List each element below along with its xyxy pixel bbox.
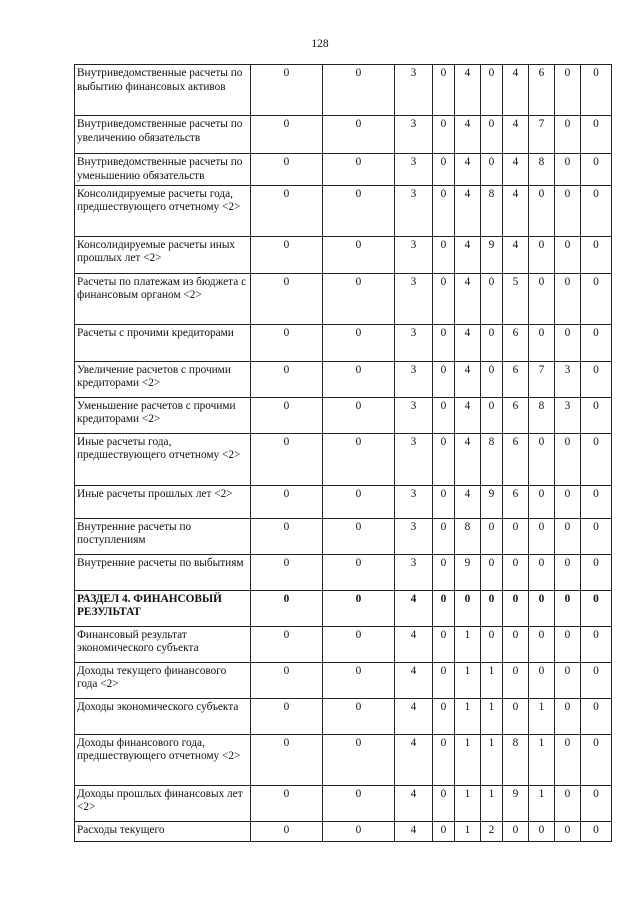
code-digit-cell: 0 [555, 821, 581, 841]
code-digit-cell: 1 [455, 626, 481, 662]
code-digit-cell: 1 [481, 662, 503, 698]
code-digit-cell: 4 [395, 821, 433, 841]
code-digit-cell: 0 [433, 236, 455, 273]
code-digit-cell: 4 [395, 662, 433, 698]
code-digit-cell: 7 [529, 361, 555, 397]
code-digit-cell: 7 [529, 116, 555, 154]
code-digit-cell: 0 [323, 154, 395, 186]
code-digit-cell: 0 [323, 273, 395, 324]
code-digit-cell: 0 [323, 397, 395, 433]
code-digit-cell: 8 [529, 154, 555, 186]
code-digit-cell: 6 [503, 397, 529, 433]
code-digit-cell: 0 [555, 154, 581, 186]
code-digit-cell: 0 [581, 273, 612, 324]
code-digit-cell: 0 [251, 397, 323, 433]
code-digit-cell: 0 [433, 433, 455, 485]
row-label: Внутренние расчеты по поступлениям [75, 518, 251, 554]
code-digit-cell: 0 [251, 273, 323, 324]
code-digit-cell: 4 [503, 236, 529, 273]
code-digit-cell: 0 [555, 698, 581, 734]
code-digit-cell: 0 [251, 626, 323, 662]
row-label: Доходы финансового года, предшествующего отчетному <2> [75, 734, 251, 785]
table-row [75, 698, 612, 734]
code-digit-cell: 4 [455, 485, 481, 518]
code-digit-cell: 0 [323, 821, 395, 841]
code-digit-cell: 0 [503, 626, 529, 662]
code-digit-cell: 4 [455, 154, 481, 186]
table-row [75, 518, 612, 554]
code-digit-cell: 0 [581, 626, 612, 662]
code-digit-cell: 0 [529, 433, 555, 485]
code-digit-cell: 0 [581, 554, 612, 590]
code-digit-cell: 4 [395, 590, 433, 626]
code-digit-cell: 0 [251, 324, 323, 361]
code-digit-cell: 0 [503, 821, 529, 841]
code-digit-cell: 0 [555, 662, 581, 698]
code-digit-cell: 1 [529, 785, 555, 821]
row-label: Внутриведомственные расчеты по уменьшению обязательств [75, 154, 251, 186]
code-digit-cell: 0 [503, 590, 529, 626]
code-digit-cell: 0 [251, 554, 323, 590]
code-digit-cell: 1 [481, 734, 503, 785]
code-digit-cell: 0 [251, 734, 323, 785]
code-digit-cell: 0 [455, 590, 481, 626]
code-digit-cell: 0 [503, 698, 529, 734]
code-digit-cell: 6 [503, 433, 529, 485]
code-digit-cell: 0 [323, 236, 395, 273]
row-label: Иные расчеты года, предшествующего отчетному <2> [75, 433, 251, 485]
code-digit-cell: 0 [555, 626, 581, 662]
code-digit-cell: 0 [251, 518, 323, 554]
code-digit-cell: 0 [323, 662, 395, 698]
code-digit-cell: 0 [433, 65, 455, 116]
row-label: Иные расчеты прошлых лет <2> [75, 485, 251, 518]
code-digit-cell: 0 [529, 518, 555, 554]
table-row [75, 397, 612, 433]
code-digit-cell: 0 [433, 518, 455, 554]
code-digit-cell: 3 [395, 324, 433, 361]
code-digit-cell: 4 [455, 361, 481, 397]
table-row [75, 236, 612, 273]
code-digit-cell: 0 [251, 785, 323, 821]
code-digit-cell: 4 [503, 185, 529, 236]
table-row [75, 785, 612, 821]
code-digit-cell: 9 [481, 485, 503, 518]
code-digit-cell: 0 [555, 236, 581, 273]
code-digit-cell: 0 [481, 324, 503, 361]
code-digit-cell: 0 [251, 154, 323, 186]
code-digit-cell: 0 [555, 485, 581, 518]
table-row [75, 662, 612, 698]
code-digit-cell: 3 [395, 554, 433, 590]
code-digit-cell: 0 [433, 698, 455, 734]
row-label: Консолидируемые расчеты иных прошлых лет <2> [75, 236, 251, 273]
code-digit-cell: 4 [455, 273, 481, 324]
row-label: Расходы текущего [75, 821, 251, 841]
code-digit-cell: 6 [503, 485, 529, 518]
code-digit-cell: 0 [529, 662, 555, 698]
code-digit-cell: 0 [433, 662, 455, 698]
code-digit-cell: 0 [251, 662, 323, 698]
row-label: Доходы текущего финансового года <2> [75, 662, 251, 698]
code-digit-cell: 0 [251, 590, 323, 626]
code-digit-cell: 0 [503, 518, 529, 554]
table-row [75, 116, 612, 154]
code-digit-cell: 0 [555, 785, 581, 821]
code-digit-cell: 0 [529, 626, 555, 662]
code-digit-cell: 0 [323, 518, 395, 554]
code-digit-cell: 0 [433, 821, 455, 841]
code-digit-cell: 0 [581, 590, 612, 626]
code-digit-cell: 0 [433, 554, 455, 590]
code-digit-cell: 0 [581, 785, 612, 821]
row-label: Доходы прошлых финансовых лет <2> [75, 785, 251, 821]
code-digit-cell: 0 [251, 236, 323, 273]
row-label: Уменьшение расчетов с прочими кредиторами <2> [75, 397, 251, 433]
code-digit-cell: 3 [395, 361, 433, 397]
code-digit-cell: 3 [395, 154, 433, 186]
table-row [75, 154, 612, 186]
code-digit-cell: 0 [433, 154, 455, 186]
code-digit-cell: 1 [481, 698, 503, 734]
code-digit-cell: 0 [323, 65, 395, 116]
table-row [75, 485, 612, 518]
row-label: Внутриведомственные расчеты по выбытию финансовых активов [75, 65, 251, 116]
code-digit-cell: 4 [395, 734, 433, 785]
code-digit-cell: 1 [455, 785, 481, 821]
code-digit-cell: 0 [581, 185, 612, 236]
table-row [75, 626, 612, 662]
row-label: Расчеты по платежам из бюджета с финансовым органом <2> [75, 273, 251, 324]
code-digit-cell: 0 [581, 485, 612, 518]
code-digit-cell: 4 [455, 324, 481, 361]
code-digit-cell: 4 [503, 154, 529, 186]
code-digit-cell: 5 [503, 273, 529, 324]
code-digit-cell: 0 [433, 397, 455, 433]
table-row [75, 361, 612, 397]
code-digit-cell: 4 [455, 116, 481, 154]
code-digit-cell: 0 [503, 554, 529, 590]
code-digit-cell: 0 [581, 821, 612, 841]
code-digit-cell: 8 [481, 433, 503, 485]
code-digit-cell: 0 [503, 662, 529, 698]
row-label: Внутренние расчеты по выбытиям [75, 554, 251, 590]
code-digit-cell: 0 [323, 324, 395, 361]
row-label: Доходы экономического субъекта [75, 698, 251, 734]
code-digit-cell: 0 [529, 185, 555, 236]
code-digit-cell: 3 [395, 185, 433, 236]
code-digit-cell: 0 [581, 361, 612, 397]
code-digit-cell: 4 [395, 785, 433, 821]
code-digit-cell: 3 [555, 361, 581, 397]
code-digit-cell: 3 [395, 397, 433, 433]
code-digit-cell: 0 [581, 662, 612, 698]
code-digit-cell: 0 [433, 485, 455, 518]
code-digit-cell: 6 [503, 324, 529, 361]
code-digit-cell: 4 [503, 116, 529, 154]
code-digit-cell: 1 [455, 698, 481, 734]
code-digit-cell: 0 [251, 185, 323, 236]
code-digit-cell: 9 [503, 785, 529, 821]
code-digit-cell: 9 [481, 236, 503, 273]
code-digit-cell: 0 [323, 590, 395, 626]
code-digit-cell: 3 [395, 65, 433, 116]
code-digit-cell: 0 [555, 433, 581, 485]
code-digit-cell: 0 [581, 324, 612, 361]
code-digit-cell: 0 [481, 116, 503, 154]
row-label: Увеличение расчетов с прочими кредиторами <2> [75, 361, 251, 397]
code-digit-cell: 0 [433, 785, 455, 821]
code-digit-cell: 0 [251, 821, 323, 841]
table-row [75, 433, 612, 485]
code-digit-cell: 1 [455, 734, 481, 785]
code-digit-cell: 0 [251, 65, 323, 116]
code-digit-cell: 3 [395, 236, 433, 273]
code-digit-cell: 4 [395, 626, 433, 662]
code-digit-cell: 0 [323, 626, 395, 662]
code-digit-cell: 0 [555, 518, 581, 554]
table-row [75, 734, 612, 785]
code-digit-cell: 0 [481, 361, 503, 397]
code-digit-cell: 0 [581, 65, 612, 116]
table-row [75, 554, 612, 590]
page-number: 128 [311, 38, 329, 50]
code-digit-cell: 1 [481, 785, 503, 821]
code-digit-cell: 0 [555, 590, 581, 626]
table-row [75, 273, 612, 324]
code-digit-cell: 0 [323, 361, 395, 397]
code-digit-cell: 1 [455, 821, 481, 841]
code-digit-cell: 0 [529, 821, 555, 841]
code-digit-cell: 0 [555, 65, 581, 116]
code-digit-cell: 0 [581, 433, 612, 485]
code-digit-cell: 0 [555, 185, 581, 236]
code-digit-cell: 6 [503, 361, 529, 397]
code-digit-cell: 0 [581, 698, 612, 734]
code-digit-cell: 0 [529, 590, 555, 626]
row-label: Внутриведомственные расчеты по увеличению обязательств [75, 116, 251, 154]
code-digit-cell: 0 [481, 554, 503, 590]
code-digit-cell: 0 [433, 361, 455, 397]
code-digit-cell: 0 [323, 433, 395, 485]
code-digit-cell: 3 [395, 518, 433, 554]
table-row [75, 821, 612, 841]
code-digit-cell: 0 [481, 154, 503, 186]
table-row [75, 324, 612, 361]
code-digit-cell: 8 [503, 734, 529, 785]
code-digit-cell: 0 [251, 698, 323, 734]
code-digit-cell: 0 [323, 116, 395, 154]
code-digit-cell: 8 [529, 397, 555, 433]
code-digit-cell: 4 [455, 433, 481, 485]
code-digit-cell: 0 [251, 485, 323, 518]
code-digit-cell: 3 [395, 485, 433, 518]
code-digit-cell: 3 [395, 433, 433, 485]
code-digit-cell: 4 [455, 236, 481, 273]
code-digit-cell: 0 [481, 626, 503, 662]
code-digit-cell: 0 [529, 554, 555, 590]
code-digit-cell: 0 [323, 485, 395, 518]
row-label: РАЗДЕЛ 4. ФИНАНСОВЫЙ РЕЗУЛЬТАТ [75, 590, 251, 626]
row-label: Финансовый результат экономического субъекта [75, 626, 251, 662]
code-digit-cell: 4 [455, 65, 481, 116]
row-label: Расчеты с прочими кредиторами [75, 324, 251, 361]
code-digit-cell: 0 [581, 518, 612, 554]
code-digit-cell: 0 [481, 397, 503, 433]
code-digit-cell: 0 [481, 518, 503, 554]
code-digit-cell: 1 [455, 662, 481, 698]
code-digit-cell: 0 [433, 273, 455, 324]
code-digit-cell: 8 [455, 518, 481, 554]
code-digit-cell: 0 [433, 734, 455, 785]
code-digit-cell: 6 [529, 65, 555, 116]
code-digit-cell: 3 [395, 116, 433, 154]
code-digit-cell: 0 [555, 273, 581, 324]
code-digit-cell: 0 [529, 485, 555, 518]
code-digit-cell: 0 [251, 116, 323, 154]
code-digit-cell: 0 [581, 734, 612, 785]
code-digit-cell: 4 [455, 397, 481, 433]
code-digit-cell: 8 [481, 185, 503, 236]
code-digit-cell: 0 [433, 324, 455, 361]
table-row [75, 590, 612, 626]
code-digit-cell: 1 [529, 734, 555, 785]
code-digit-cell: 0 [251, 361, 323, 397]
code-digit-cell: 3 [555, 397, 581, 433]
code-digit-cell: 0 [433, 185, 455, 236]
table-row [75, 185, 612, 236]
code-digit-cell: 0 [323, 785, 395, 821]
code-digit-cell: 0 [323, 185, 395, 236]
code-digit-cell: 0 [529, 236, 555, 273]
code-digit-cell: 3 [395, 273, 433, 324]
code-digit-cell: 0 [581, 154, 612, 186]
code-digit-cell: 0 [433, 626, 455, 662]
code-digit-cell: 1 [529, 698, 555, 734]
code-digit-cell: 0 [481, 590, 503, 626]
code-digit-cell: 0 [481, 273, 503, 324]
code-digit-cell: 0 [323, 698, 395, 734]
code-digit-cell: 0 [433, 590, 455, 626]
code-digit-cell: 0 [323, 554, 395, 590]
code-digit-cell: 0 [581, 236, 612, 273]
code-digit-cell: 0 [481, 65, 503, 116]
code-digit-cell: 0 [555, 734, 581, 785]
code-digit-cell: 0 [555, 324, 581, 361]
code-digit-cell: 0 [433, 116, 455, 154]
account-codes-table [74, 64, 612, 842]
code-digit-cell: 0 [555, 554, 581, 590]
table-row [75, 65, 612, 116]
row-label: Консолидируемые расчеты года, предшествующего отчетному <2> [75, 185, 251, 236]
code-digit-cell: 0 [251, 433, 323, 485]
code-digit-cell: 9 [455, 554, 481, 590]
code-digit-cell: 4 [395, 698, 433, 734]
code-digit-cell: 0 [555, 116, 581, 154]
code-digit-cell: 4 [503, 65, 529, 116]
code-digit-cell: 0 [529, 324, 555, 361]
code-digit-cell: 4 [455, 185, 481, 236]
code-digit-cell: 0 [529, 273, 555, 324]
code-digit-cell: 0 [581, 116, 612, 154]
code-digit-cell: 2 [481, 821, 503, 841]
code-digit-cell: 0 [323, 734, 395, 785]
code-digit-cell: 0 [581, 397, 612, 433]
